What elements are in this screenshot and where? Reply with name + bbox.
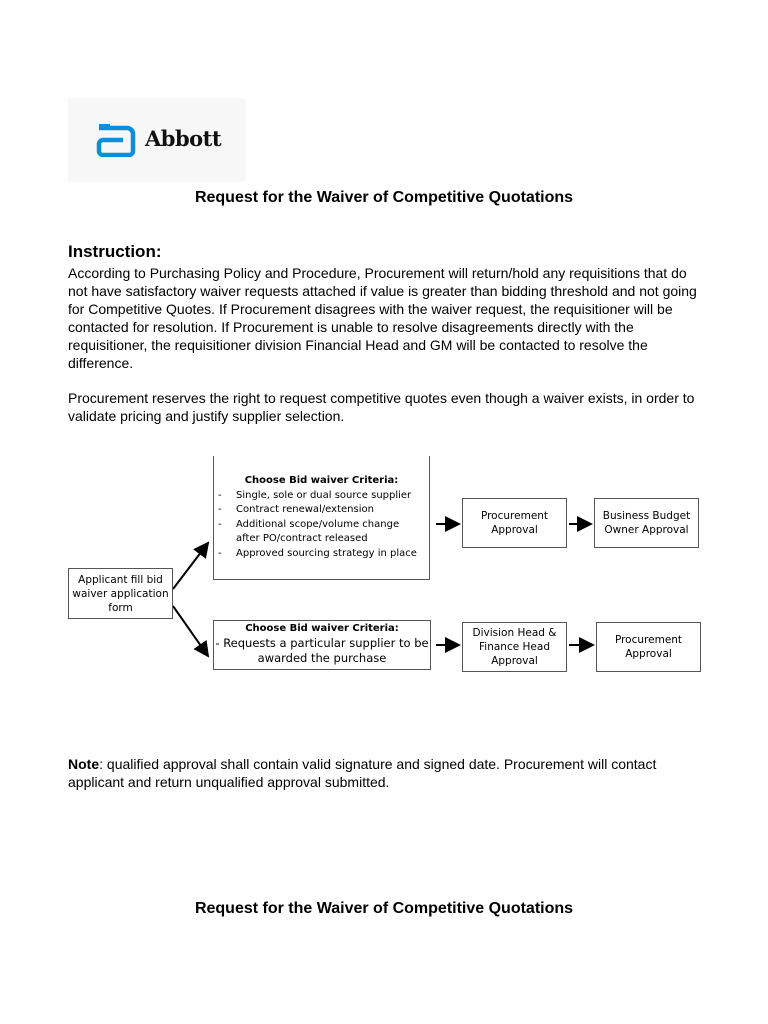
lower-criteria-title: Choose Bid waiver Criteria: [245,623,399,634]
upper-criteria-title: Choose Bid waiver Criteria: [244,475,399,486]
upper-criteria-list [218,489,425,562]
footer-title: Request for the Waiver of Competitive Quotations [194,900,574,917]
instruction-heading: Instruction: [68,242,162,261]
note-paragraph [68,755,708,791]
criteria-item: - Approved sourcing strategy in place [218,547,425,562]
note-label: Note [68,756,100,772]
criteria-item: - Single, sole or dual source supplier [218,489,425,504]
criteria-item: - Contract renewal/extension [218,503,425,518]
instruction-paragraph-2: Procurement reserves the right to request competitive quotes even though a waiver exists, in order to validate pricing and justify supplier selection. [68,390,695,424]
criteria-item: - Additional scope/volume change after PO/contract released [218,518,425,547]
arrow-to-lower-criteria [173,606,208,656]
document-title: Request for the Waiver of Competitive Quotations [194,189,574,206]
start-box: Applicant fill bid waiver application form [68,568,173,619]
lower-procurement-approval-box: Procurement Approval [596,622,701,672]
lower-criteria-box [213,620,431,670]
abbott-logo-text: Abbott [145,126,222,151]
upper-criteria-box [213,456,430,580]
business-budget-owner-approval-box: Business Budget Owner Approval [594,498,699,548]
instruction-paragraph-1: According to Purchasing Policy and Procedure, Procurement will return/hold any requisitions that do not have satisfactory waiver requests attached if value is greater than bidding threshold and not going for Competitive Quotes. If Procurement disagrees with the waiver request, the requisitioner will be contacted for resolution. If Procurement is unable to resolve disagreements directly with the requisitioner, the requisitioner division Financial Head and GM will be contacted to resolve the difference. [68,265,697,371]
abbott-logo-icon [96,123,136,157]
lower-criteria-item: - Requests a particular supplier to be awarded the purchase [215,636,429,665]
division-finance-head-approval-box: Division Head & Finance Head Approval [462,622,567,672]
arrow-to-upper-criteria [173,543,208,589]
upper-procurement-approval-box: Procurement Approval [462,498,567,548]
note-text: : qualified approval shall contain valid signature and signed date. Procurement will contact applicant and return unqualified approval submitted. [68,756,657,790]
abbott-logo [68,98,246,182]
